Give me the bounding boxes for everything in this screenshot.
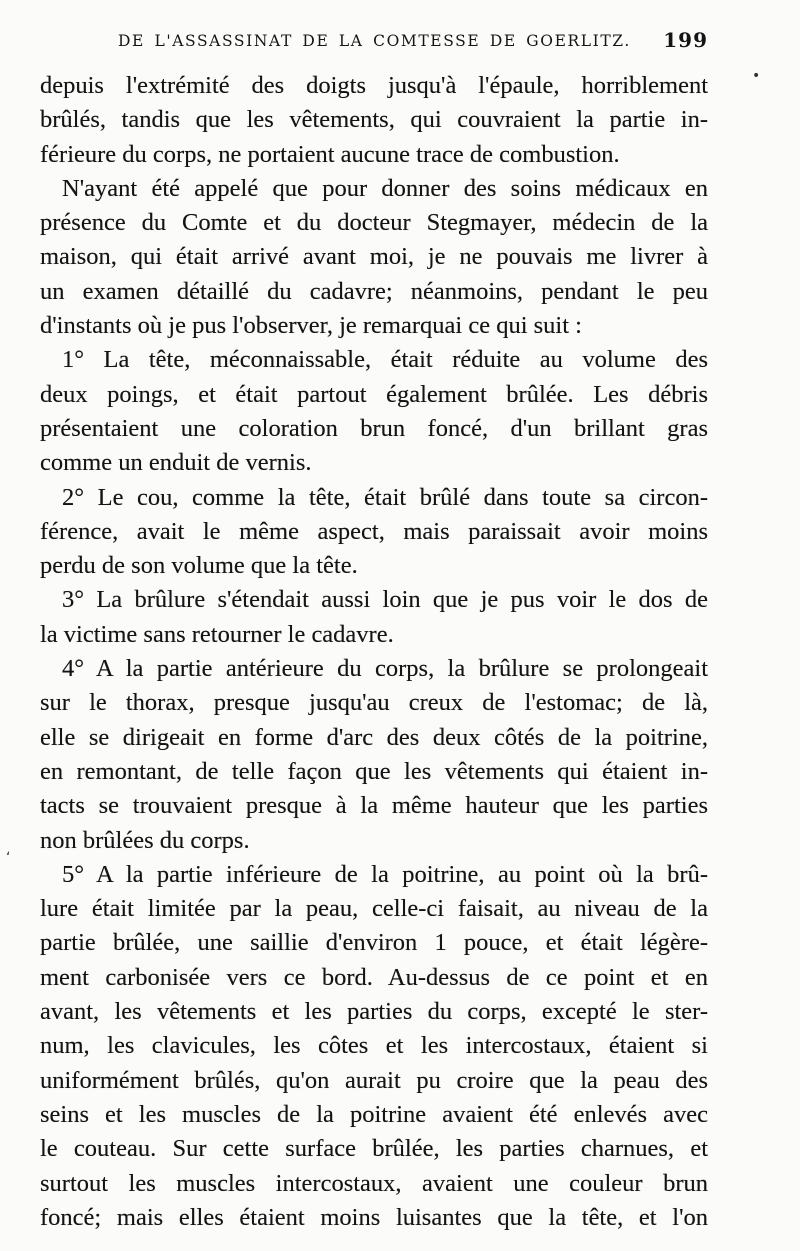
text-line: partie brûlée, une saillie d'environ 1 pouce, et était légère- <box>40 929 708 957</box>
text-line: 4° A la partie antérieure du corps, la brûlure se prolongeait <box>62 655 708 683</box>
text-line: maison, qui était arrivé avant moi, je ne pouvais me livrer à <box>40 243 708 271</box>
text-line: surtout les muscles intercostaux, avaient une couleur brun <box>40 1169 708 1197</box>
text-line: présentaient une coloration brun foncé, d'un brillant gras <box>40 414 708 442</box>
text-line: présence du Comte et du docteur Stegmayer, médecin de la <box>40 209 708 237</box>
text-line: 1° La tête, méconnaissable, était réduite au volume des <box>62 346 708 374</box>
text-line: comme un enduit de vernis. <box>40 449 312 477</box>
text-line: non brûlées du corps. <box>40 826 250 854</box>
text-line: d'instants où je pus l'observer, je remarquai ce qui suit : <box>40 312 582 340</box>
page-header <box>118 28 708 58</box>
text-line: le couteau. Sur cette surface brûlée, les parties charnues, et <box>40 1135 708 1163</box>
text-line: la victime sans retourner le cadavre. <box>40 620 394 648</box>
text-line: perdu de son volume que la tête. <box>40 552 358 580</box>
text-line: tacts se trouvaient presque à la même hauteur que les parties <box>40 792 708 820</box>
text-line: en remontant, de telle façon que les vêtements qui étaient in- <box>40 757 708 785</box>
text-line: ment carbonisée vers ce bord. Au-dessus de ce point et en <box>40 963 708 991</box>
body-text <box>40 69 708 1235</box>
text-line: num, les clavicules, les côtes et les intercostaux, étaient si <box>40 1032 708 1060</box>
text-line: 5° A la partie inférieure de la poitrine, au point où la brû- <box>62 860 708 888</box>
text-line: sur le thorax, presque jusqu'au creux de l'estomac; de là, <box>40 689 708 717</box>
text-line: N'ayant été appelé que pour donner des soins médicaux en <box>62 174 708 202</box>
text-line: uniformément brûlés, qu'on aurait pu croire que la peau des <box>40 1066 708 1094</box>
page-number: 199 <box>663 28 708 52</box>
text-line: férence, avait le même aspect, mais paraissait avoir moins <box>40 517 708 545</box>
text-line: depuis l'extrémité des doigts jusqu'à l'épaule, horriblement <box>40 72 708 99</box>
margin-stray-mark: ʻ <box>6 850 11 866</box>
text-line: un examen détaillé du cadavre; néanmoins, pendant le peu <box>40 277 708 305</box>
running-title: DE L'ASSASSINAT DE LA COMTESSE DE GOERLITZ. <box>118 32 631 50</box>
text-line: foncé; mais elles étaient moins luisantes que la tête, et l'on <box>40 1203 708 1231</box>
text-line: avant, les vêtements et les parties du corps, excepté le ster- <box>40 998 708 1026</box>
text-line: elle se dirigeait en forme d'arc des deux côtés de la poitrine, <box>40 723 708 751</box>
text-line: 3° La brûlure s'étendait aussi loin que je pus voir le dos de <box>62 586 708 614</box>
text-line: deux poings, et était partout également brûlée. Les débris <box>40 380 708 408</box>
margin-dot-mark: • <box>752 68 761 84</box>
text-line: brûlés, tandis que les vêtements, qui couvraient la partie in- <box>40 106 708 134</box>
text-line: 2° Le cou, comme la tête, était brûlé dans toute sa circon- <box>62 483 708 511</box>
text-line: férieure du corps, ne portaient aucune trace de combustion. <box>40 140 620 168</box>
text-line: seins et les muscles de la poitrine avaient été enlevés avec <box>40 1100 708 1128</box>
text-line: lure était limitée par la peau, celle-ci faisait, au niveau de la <box>40 895 708 923</box>
